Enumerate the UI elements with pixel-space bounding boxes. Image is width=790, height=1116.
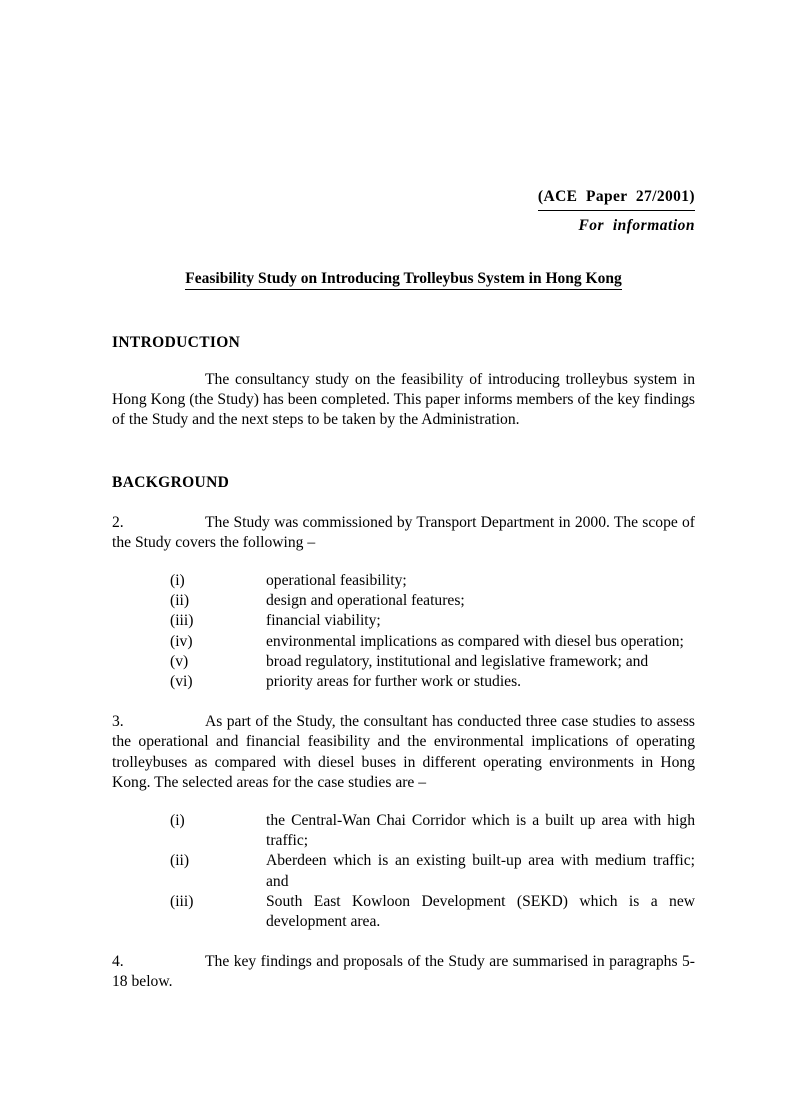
list-item bbox=[170, 611, 695, 631]
paragraph-introduction-1: The consultancy study on the feasibility of introducing trolleybus system in Hong Kong (the Study) has been completed. This paper informs members of the key findings of the Study and the next steps to be taken by the Administration. bbox=[112, 371, 695, 429]
paragraph-3-number: 3. bbox=[112, 713, 124, 731]
list-marker: (vi) bbox=[170, 673, 193, 691]
paragraph-3 bbox=[112, 712, 695, 793]
list-item bbox=[170, 571, 695, 591]
paragraph-4-number: 4. bbox=[112, 953, 124, 971]
list-marker: (v) bbox=[170, 652, 189, 670]
list-item bbox=[170, 672, 695, 692]
document-header bbox=[112, 184, 695, 239]
list-item-text: priority areas for further work or studies. bbox=[266, 673, 522, 691]
list-item-text: financial viability; bbox=[266, 612, 381, 630]
list-marker: (ii) bbox=[170, 852, 190, 870]
list-item-text: design and operational features; bbox=[266, 592, 465, 610]
paper-reference: (ACE Paper 27/2001) bbox=[538, 184, 695, 211]
list-marker: (iv) bbox=[170, 632, 193, 650]
list-item bbox=[170, 652, 695, 672]
list-marker: (iii) bbox=[170, 892, 194, 910]
paragraph-4 bbox=[112, 952, 695, 992]
paper-reference-line bbox=[112, 184, 695, 211]
list-item bbox=[170, 591, 695, 611]
list-item-text: Aberdeen which is an existing built-up area with medium traffic; and bbox=[266, 852, 695, 890]
list-marker: (i) bbox=[170, 572, 185, 590]
paper-purpose-label: For information bbox=[578, 217, 695, 234]
list-item-text: environmental implications as compared with diesel bus operation; bbox=[266, 632, 684, 650]
paragraph-4-text: The key findings and proposals of the Study are summarised in paragraphs 5-18 below. bbox=[112, 953, 695, 991]
list-item bbox=[170, 811, 695, 851]
list-item-text: broad regulatory, institutional and legislative framework; and bbox=[266, 652, 649, 670]
paragraph-2 bbox=[112, 513, 695, 553]
list-item-text: South East Kowloon Development (SEKD) which is a new development area. bbox=[266, 892, 695, 931]
document-content bbox=[112, 0, 695, 993]
section-heading-background: BACKGROUND bbox=[112, 473, 230, 491]
list-item bbox=[170, 632, 695, 652]
scope-list bbox=[112, 571, 695, 692]
list-item bbox=[170, 851, 695, 891]
paragraph-2-number: 2. bbox=[112, 513, 124, 531]
paragraph-3-text: As part of the Study, the consultant has conducted three case studies to assess the operational and financial feasibility and the environmental implications of operating trolleybuses as compared with diesel buses in different operating environments in Hong Kong. The selected areas for the case studies are – bbox=[112, 713, 695, 791]
list-marker: (i) bbox=[170, 812, 185, 830]
list-item bbox=[170, 892, 695, 932]
list-item-text: the Central-Wan Chai Corridor which is a built up area with high traffic; bbox=[266, 812, 695, 850]
page-title-wrap bbox=[112, 268, 695, 290]
paragraph-2-text: The Study was commissioned by Transport Department in 2000. The scope of the Study covers the following – bbox=[112, 513, 695, 551]
list-item-text: operational feasibility; bbox=[266, 572, 407, 590]
section-heading-introduction: INTRODUCTION bbox=[112, 334, 241, 351]
list-marker: (ii) bbox=[170, 592, 190, 610]
case-study-list bbox=[112, 811, 695, 932]
page-title: Feasibility Study on Introducing Trolleybus System in Hong Kong bbox=[185, 268, 621, 290]
list-marker: (iii) bbox=[170, 612, 194, 630]
